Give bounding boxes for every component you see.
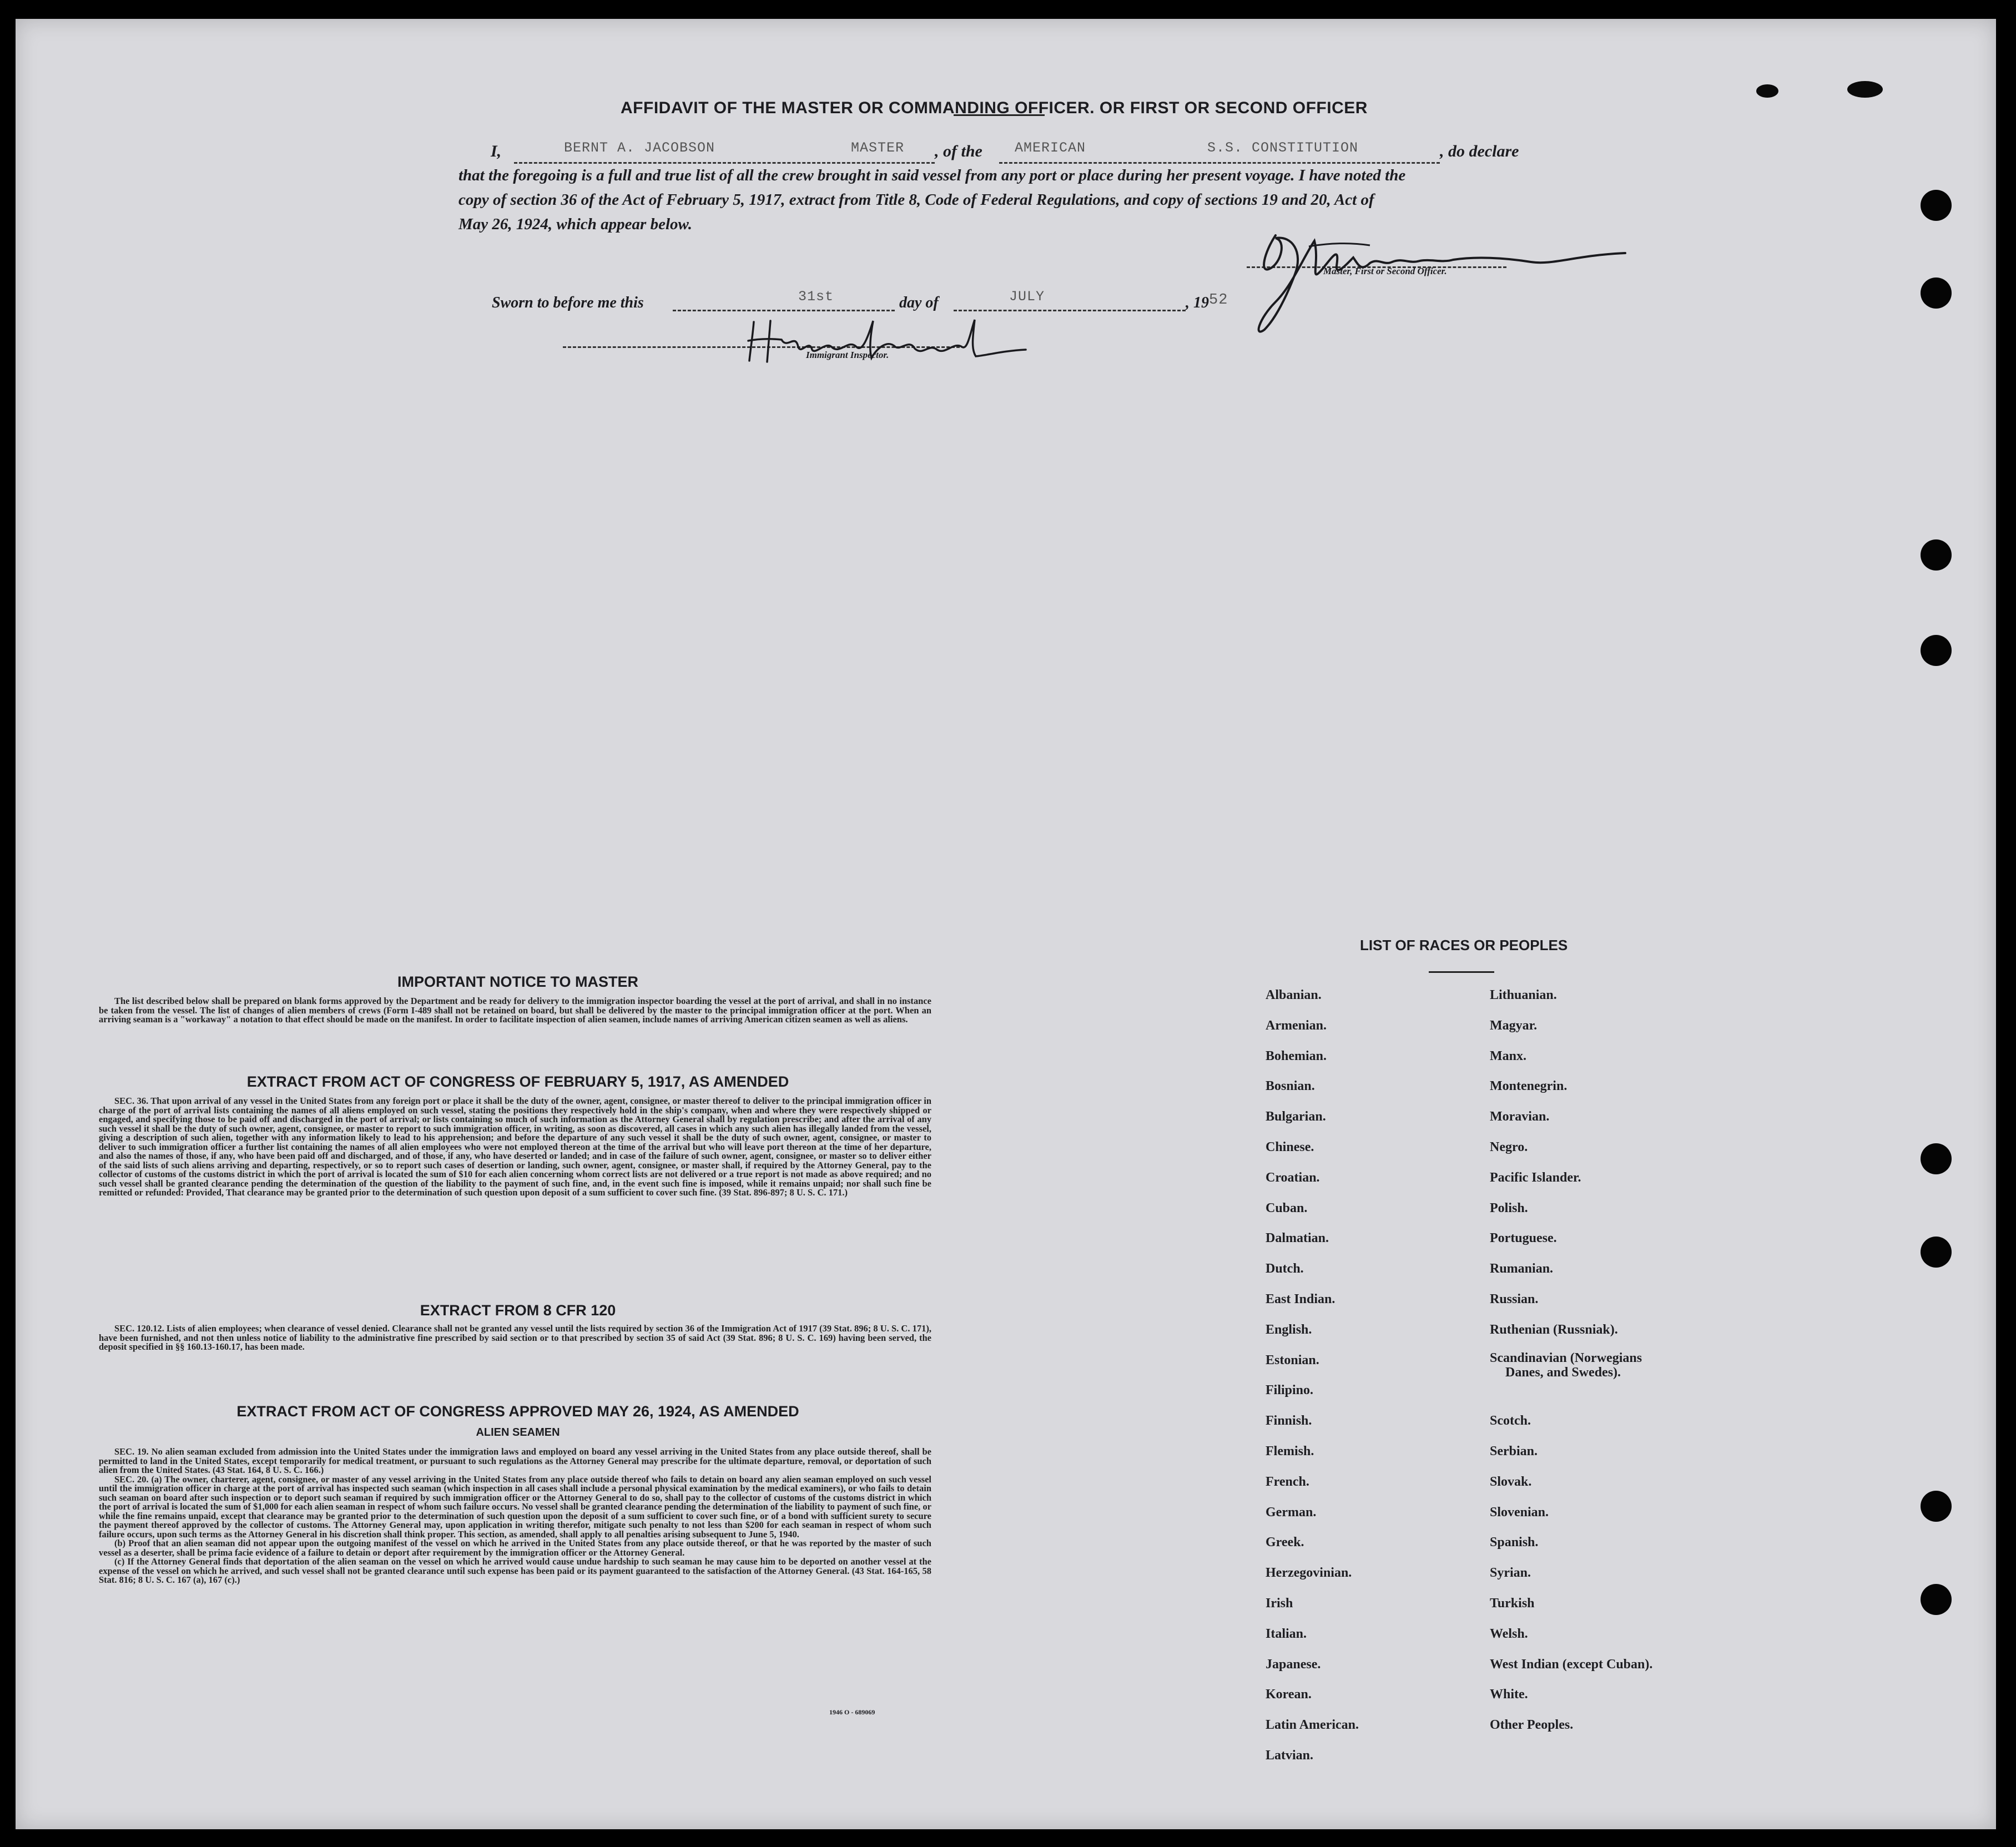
master-signature-caption: Master, First or Second Officer. (1323, 266, 1447, 276)
race-item: Armenian. (1266, 1018, 1327, 1033)
race-item: English. (1266, 1322, 1312, 1337)
sworn-month: JULY (1009, 289, 1045, 305)
race-item-label: Pacific Islander. (1490, 1170, 1581, 1185)
race-item-label: Welsh. (1490, 1626, 1528, 1641)
sworn-day-line (673, 310, 895, 311)
declarant-name: BERNT A. JACOBSON (564, 140, 715, 156)
race-item (1490, 1351, 1642, 1380)
sec-20b-paragraph: (b) Proof that an alien seaman did not appear upon the outgoing manifest of the vessel on which he arrived in the United States from any place outside thereof, or that he was reported by the master of such vessel as a deserter, shall be prima facie evidence of a failure to detain or deport after requirement by the immigration officer or the Attorney General. (99, 1538, 931, 1558)
extract-1917-heading: EXTRACT FROM ACT OF CONGRESS OF FEBRUARY 5, 1917, AS AMENDED (246, 1073, 789, 1090)
declaration-line-3: copy of section 36 of the Act of February 5, 1917, extract from Title 8, Code of Federal Regulations, and copy of sections 19 and 20, Act of (458, 191, 1374, 209)
race-item (1490, 1231, 1557, 1246)
title-underline (954, 114, 1045, 116)
declaration-line-2: that the foregoing is a full and true list of all the crew brought in said vessel from any port or place during her present voyage. I have noted the (458, 166, 1406, 184)
ink-blot (1847, 81, 1883, 98)
race-item: Bulgarian. (1266, 1109, 1326, 1124)
punch-hole (1921, 1237, 1952, 1268)
race-item: Japanese. (1266, 1657, 1321, 1672)
sec-20c-paragraph: (c) If the Attorney General finds that deportation of the alien seaman on the vessel on which he arrived would cause undue hardship to such seaman he may cause him to be deported on another vessel at the expense of the vessel on which he arrived, and such vessel shall not be granted clearance until such expense has been paid or its payment guaranteed to the satisfaction of the Attorney General. (43 Stat. 164-165, 58 Stat. 816; 8 U. S. C. 167 (a), 167 (c).) (99, 1556, 931, 1585)
punch-hole (1921, 277, 1952, 309)
notice-heading: IMPORTANT NOTICE TO MASTER (397, 973, 638, 990)
race-item-label: Rumanian. (1490, 1261, 1554, 1276)
race-item: Bohemian. (1266, 1048, 1327, 1063)
vessel-name: S.S. CONSTITUTION (1207, 140, 1359, 156)
sworn-day: 31st (798, 289, 834, 305)
extract-cfr-body (99, 1324, 931, 1352)
race-item-label: Montenegrin. (1490, 1079, 1568, 1094)
race-item: Latvian. (1266, 1748, 1314, 1763)
race-item-label: Slovak. (1490, 1474, 1532, 1489)
extract-cfr-paragraph: SEC. 120.12. Lists of alien employees; when clearance of vessel denied. Clearance shall not be granted any vessel until the lists required by section 36 of the Immigration Act of 1917 (39 Stat. 896; 8 U. S. C. 171), have been furnished, and not then unless notice of liability to the administrative fine prescribed by said section or to that prescribed by section 35 of said Act (39 Stat. 896; 8 U. S. C. 169) having been served, the deposit specified in §§ 160.13-160.17, has been made. (99, 1323, 931, 1352)
race-item: Latin American. (1266, 1718, 1359, 1733)
race-item: French. (1266, 1474, 1309, 1489)
race-item: Estonian. (1266, 1353, 1319, 1367)
race-item: Korean. (1266, 1687, 1312, 1702)
race-item: Dalmatian. (1266, 1231, 1329, 1246)
race-item: Cuban. (1266, 1200, 1308, 1215)
race-item-label: Magyar. (1490, 1018, 1538, 1033)
race-item-label: Moravian. (1490, 1109, 1550, 1124)
sworn-year: 52 (1209, 292, 1228, 309)
race-item: Filipino. (1266, 1383, 1314, 1398)
races-heading: LIST OF RACES OR PEOPLES (1360, 937, 1568, 953)
punch-hole (1921, 1584, 1952, 1615)
extract-1924-body (99, 1447, 931, 1585)
race-item: Flemish. (1266, 1444, 1314, 1459)
race-item-label: Slovenian. (1490, 1505, 1549, 1520)
year-prefix: , 19 (1186, 294, 1209, 311)
declarant-i-label: I, (491, 142, 502, 160)
race-item: Herzegovinian. (1266, 1566, 1352, 1581)
document-page (16, 19, 1996, 1829)
race-item (1490, 1535, 1538, 1550)
race-item-label: White. (1490, 1687, 1528, 1702)
punch-hole (1921, 539, 1952, 571)
race-item (1490, 1170, 1581, 1185)
sworn-label: Sworn to before me this (492, 294, 644, 311)
race-item (1490, 1109, 1549, 1124)
race-item (1490, 1627, 1528, 1642)
extract-cfr-heading: EXTRACT FROM 8 CFR 120 (420, 1302, 616, 1319)
race-item: German. (1266, 1505, 1317, 1520)
race-item: Chinese. (1266, 1140, 1314, 1154)
race-item (1490, 1261, 1553, 1276)
races-heading-underline (1429, 971, 1494, 973)
extract-1917-body (99, 1097, 931, 1198)
sec-20a-paragraph: SEC. 20. (a) The owner, charterer, agent, consignee, or master of any vessel arriving in the United States from any place outside thereof who fails to detain on board any alien seaman employed on such vessel until the immigration officer in charge at the port of arrival has inspected such seaman (which inspection in all cases shall include a personal physical examination by the medical examiners), or who fails to detain such seaman on board after such inspection or to deport such seaman if required by such immigration officer or the Attorney General to do so, shall pay to the collector of customs of the customs district in which the port of arrival is located the sum of $1,000 for each alien seaman in respect of whom such failure occurs. No vessel shall be granted clearance pending the determination of the liability to payment of such fine, or while the fine remains unpaid, except that clearance may be granted prior to the determination of such question upon the deposit of a sum sufficient to cover such fine, or of a bond with sufficient surety to secure the payment thereof approved by the collector of customs. The Attorney General may, upon application in writing therefor, mitigate such penalty to not less than $200 for each seaman in respect of whom such failure occurs, upon such terms as the Attorney General in his discretion shall think proper. This section, as amended, shall apply to all penalties arising subsequent to June 5, 1940. (99, 1473, 932, 1540)
race-item: Finnish. (1266, 1414, 1312, 1429)
race-item-label: Syrian. (1490, 1566, 1531, 1581)
race-item: Italian. (1266, 1626, 1307, 1641)
punch-hole (1921, 1143, 1952, 1174)
day-of-label: day of (899, 294, 939, 311)
race-item (1490, 1687, 1528, 1702)
race-item (1490, 1475, 1531, 1490)
notice-paragraph: The list described below shall be prepared on blank forms approved by the Department and be ready for delivery to the immigration inspector boarding the vessel at the port of arrival, and shall in no instance be taken from the vessel. The list of changes of alien members of crews (Form I-489 shall not be retained on board, but shall be delivered by the master to the principal immigration officer at the port. When an arriving seaman is a "workaway" a notation to that effect should be made on the manifest. In order to facilitate inspection of alien seamen, include names of arriving American citizen seamen as well as aliens. (99, 996, 931, 1025)
race-item-label: West Indian (except Cuban). (1490, 1657, 1653, 1672)
race-item: Albanian. (1266, 988, 1322, 1002)
race-item (1490, 1657, 1652, 1672)
master-signature-mark (1242, 213, 1642, 341)
print-code: 1946 O - 689069 (829, 1708, 875, 1716)
race-item (1490, 1292, 1538, 1307)
race-item: Bosnian. (1266, 1079, 1315, 1094)
race-item-label: Negro. (1490, 1140, 1528, 1154)
race-item (1490, 1140, 1528, 1155)
inspector-signature (743, 316, 1031, 369)
alien-seamen-subheading: ALIEN SEAMEN (476, 1426, 560, 1439)
race-item (1490, 1444, 1538, 1459)
sec-19-paragraph: SEC. 19. No alien seaman excluded from admission into the United States under the immigration laws and employed on board any vessel arriving in the United States from any place outside thereof, shall be permitted to land in the United States, except temporarily for medical treatment, or pursuant to such regulations as the Attorney General may prescribe for the ultimate departure, removal, or deportation of such alien from the United States. (43 Stat. 164, 8 U. S. C. 166.) (99, 1446, 931, 1475)
of-the-label: , of the (935, 142, 982, 160)
race-item-label: Other Peoples. (1490, 1718, 1574, 1733)
race-item-label: Polish. (1490, 1200, 1528, 1215)
race-item (1490, 1566, 1531, 1581)
race-item: East Indian. (1266, 1292, 1335, 1306)
do-declare-label: , do declare (1440, 142, 1519, 160)
master-signature (1242, 213, 1642, 344)
inspector-caption: Immigrant Inspector. (806, 350, 889, 360)
race-item-label: Manx. (1490, 1048, 1526, 1063)
race-item (1490, 988, 1557, 1003)
race-item (1490, 1079, 1567, 1094)
race-item: Dutch. (1266, 1261, 1304, 1276)
race-item (1490, 1018, 1537, 1033)
race-item-label: Portuguese. (1490, 1231, 1557, 1246)
extract-1924-heading: EXTRACT FROM ACT OF CONGRESS APPROVED MAY 26, 1924, AS AMENDED (236, 1403, 799, 1420)
race-item (1490, 1049, 1526, 1064)
sworn-month-line (954, 310, 1186, 311)
race-item-label: Serbian. (1490, 1444, 1538, 1459)
race-item-label: Lithuanian. (1490, 988, 1557, 1002)
name-field-line (514, 162, 935, 164)
affidavit-title: AFFIDAVIT OF THE MASTER OR COMMANDING OFFICER. OR FIRST OR SECOND OFFICER (621, 99, 1368, 117)
race-item (1490, 1414, 1531, 1429)
race-item (1490, 1718, 1573, 1733)
notice-body (99, 997, 931, 1025)
race-item-label: Spanish. (1490, 1535, 1539, 1550)
race-item-label: Ruthenian (Russniak). (1490, 1322, 1618, 1337)
race-item: Greek. (1266, 1535, 1304, 1550)
race-item-label: Scotch. (1490, 1414, 1531, 1429)
declaration-line-4: May 26, 1924, which appear below. (458, 215, 693, 233)
vessel-nationality: AMERICAN (1015, 140, 1086, 156)
ink-blot (1756, 84, 1778, 98)
race-item-label: Turkish (1490, 1596, 1535, 1611)
race-item (1490, 1596, 1535, 1611)
punch-hole (1921, 190, 1952, 221)
race-item: Croatian. (1266, 1170, 1320, 1185)
race-item-continuation: Danes, and Swedes). (1505, 1365, 1621, 1380)
race-item: Irish (1266, 1596, 1293, 1611)
vessel-field-line (999, 162, 1440, 164)
race-item (1490, 1505, 1549, 1520)
race-item (1490, 1323, 1618, 1338)
race-item-label: Russian. (1490, 1292, 1539, 1306)
extract-1917-paragraph: SEC. 36. That upon arrival of any vessel in the United States from any foreign port or place it shall be the duty of the owner, agent, consignee, or master thereof to deliver to the principal immigration officer in charge of the port of arrival lists containing the names of all aliens employed on such vessel, stating the positions they respectively hold in the ship's company, when and where they were respectively shipped or engaged, and specifying those to be paid off and discharged in the port of arrival; or lists containing so much of such information as the Attorney General shall by regulation prescribe; and after the arrival of any such vessel it shall be the duty of such owner, agent, consignee, or master to report to such immigration officer, in writing, as soon as discovered, all cases in which any such alien has illegally landed from the vessel, giving a description of such alien, together with any information likely to lead to his apprehension; and before the departure of any such vessel it shall be the duty of such owner, agent, consignee, or master to deliver to such immigration officer a further list containing the names of all alien employees who were not employed thereon at the time of the arrival but who will leave port thereon at the time of her departure, and also the names of those, if any, who have been paid off and discharged, and of those, if any, who have deserted or landed; and in case of the failure of such owner, agent, consignee, or master so to deliver either of the said lists of such aliens arriving and departing, respectively, or so to report such cases of desertion or landing, such owner, agent, consignee, or master shall, if required by the Attorney General, pay to the collector of customs of the customs district in which the port of arrival is located the sum of $10 for each alien concerning whom correct lists are not delivered or a true report is not made as above required; and no such vessel shall be granted clearance pending the determination of the question of the liability to the payment of such fine, and, in the event such fine is imposed, while it remains unpaid; nor shall such fine be remitted or refunded: Provided, That clearance may be granted prior to the determination of such question upon deposit of a sum sufficient to cover such fine. (39 Stat. 896-897; 8 U. S. C. 171.) (99, 1096, 931, 1198)
declarant-rank: MASTER (851, 140, 905, 156)
race-item-label: Scandinavian (Norwegians (1490, 1350, 1642, 1365)
punch-hole (1921, 1491, 1952, 1522)
race-item (1490, 1201, 1528, 1216)
punch-hole (1921, 635, 1952, 666)
